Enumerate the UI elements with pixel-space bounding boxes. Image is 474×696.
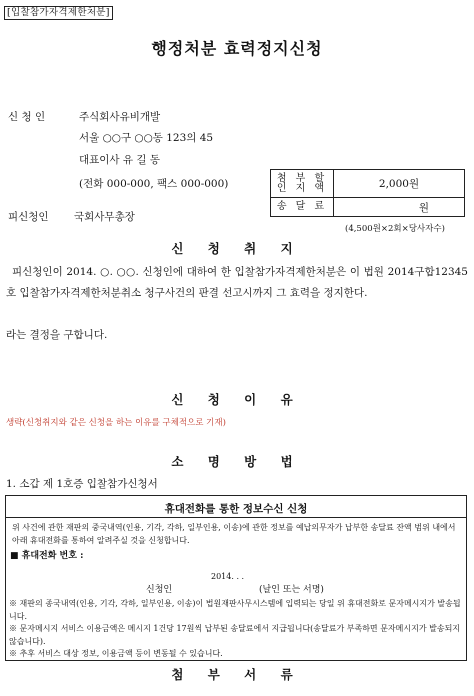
applicant-address: 서울 ○○구 ○○동 123의 45 xyxy=(79,132,214,144)
notice-applicant-label: 신청인 xyxy=(146,585,173,595)
applicant-contact: (전화 000-000, 팩스 000-000) xyxy=(79,178,229,190)
notice-note-3: ※ 추후 서비스 대상 정보, 이용금액 등이 변동될 수 있습니다. xyxy=(9,649,223,658)
purpose-closing: 라는 결정을 구합니다. xyxy=(6,329,108,341)
seal-note: (날인 또는 서명) xyxy=(259,585,324,595)
purpose-text: 피신청인이 2014. ○. ○○. 신청인에 대하여 한 입찰참가자격제한처분은 이 법원 2014구합12345호 입찰참가자격제한처분취소 청구사건의 판결 선고시까지 그 효력을 정지한다. xyxy=(6,266,468,299)
phone-number-label: ■ 휴대전화 번호 : xyxy=(10,551,84,561)
delivery-fee-note: (4,500원×2회×당사자수) xyxy=(345,224,445,234)
evidence-item: 1. 소갑 제 1호증 입찰참가신청서 xyxy=(6,478,158,490)
attachments-heading: 첨 부 서 류 xyxy=(171,667,303,682)
page-title: 행정처분 효력정지신청 xyxy=(151,39,323,58)
reason-heading: 신 청 이 유 xyxy=(171,392,303,407)
stamp-fee-value: 2,000원 xyxy=(334,170,465,198)
respondent-name: 국회사무총장 xyxy=(74,211,135,223)
reason-text: 생략(신청취지와 같은 신청을 하는 이유를 구체적으로 기재) xyxy=(6,418,226,428)
fee-table xyxy=(270,169,465,217)
sms-notice-box xyxy=(5,495,467,661)
evidence-heading: 소 명 방 법 xyxy=(171,454,303,469)
purpose-heading: 신 청 취 지 xyxy=(171,241,303,256)
respondent-label: 피신청인 xyxy=(8,211,49,223)
notice-note-2: ※ 문자메시지 서비스 이용금액은 메시지 1건당 17원씩 납부된 송달료에서 지급됩니다(송달료가 부족하면 문자메시지가 발송되지 않습니다). xyxy=(9,624,461,646)
sms-notice-title: 휴대전화를 통한 정보수신 신청 xyxy=(164,503,308,515)
notice-date: 2014. . . xyxy=(211,572,245,581)
stamp-fee-label: 첨 부 할 인 지 액 xyxy=(271,170,334,198)
delivery-fee-label: 송 달 료 xyxy=(271,198,334,217)
document-category-tag: [입찰참가자격제한처분] xyxy=(4,6,113,20)
applicant-name: 주식회사유비개발 xyxy=(79,111,161,123)
applicant-representative: 대표이사 유 길 동 xyxy=(79,154,161,166)
sms-notice-intro: 위 사건에 관한 재판의 중국내역(인용, 기각, 각하, 일부인용, 이송)에 관한 정보를 예납의무자가 납부한 송달료 잔액 범위 내에서 아래 휴대전화를 통하여 알려주실 것을 신청합니다. xyxy=(12,523,456,545)
box-divider xyxy=(6,517,466,518)
delivery-fee-value: 원 xyxy=(334,198,465,217)
applicant-label: 신 청 인 xyxy=(8,111,46,123)
notice-note-1: ※ 재판의 종국내역(인용, 기각, 각하, 일부인용, 이송)이 법원재판사무시스템에 입력되는 당일 위 휴대전화로 문자메시지가 발송됩니다. xyxy=(9,599,461,621)
